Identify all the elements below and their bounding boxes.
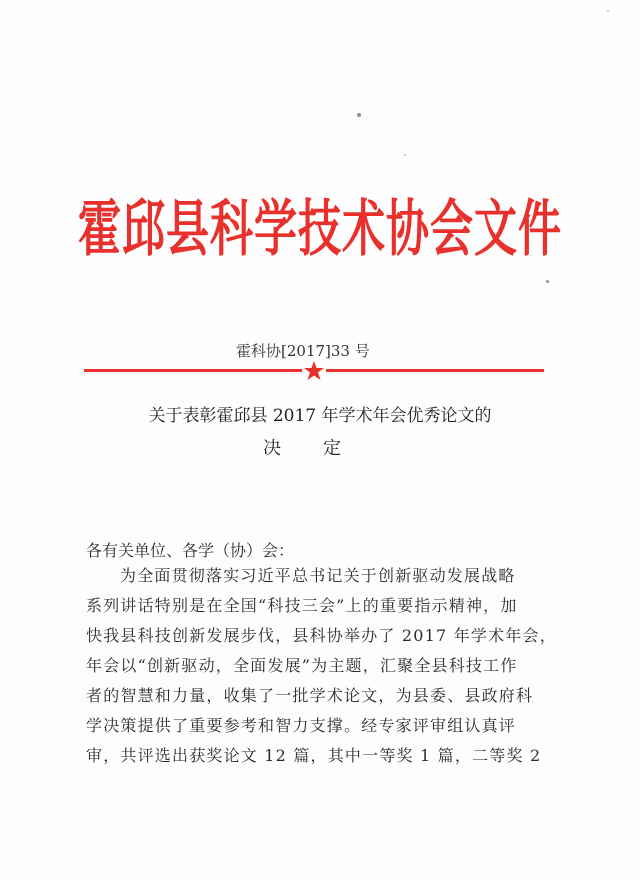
document-title-line-2: 决定 xyxy=(263,438,383,459)
salutation: 各有关单位、各学（协）会： xyxy=(86,541,295,560)
body-line: 快我县科技创新发展步伐，县科协举办了 2017 年学术年会， xyxy=(86,626,557,645)
document-masthead: 霍邱县科学技术协会文件 xyxy=(78,194,562,266)
red-rule-left xyxy=(84,369,302,372)
document-number: 霍科协[2017]33 号 xyxy=(236,342,370,360)
scan-speck xyxy=(404,154,406,156)
body-line: 审，共评选出获奖论文 12 篇，其中一等奖 1 篇，二等奖 2 xyxy=(86,746,542,765)
scan-speck xyxy=(546,280,549,283)
body-paragraph xyxy=(86,561,560,771)
red-star-icon xyxy=(304,361,324,380)
body-line: 系列讲话特别是在全国“科技三会”上的重要指示精神，加 xyxy=(86,596,518,615)
red-separator-line-with-star xyxy=(84,361,544,381)
body-line: 为全面贯彻落实习近平总书记关于创新驱动发展战略 xyxy=(120,566,516,585)
red-rule-right xyxy=(326,369,544,372)
scan-speck xyxy=(607,10,609,12)
document-title-line-1: 关于表彰霍邱县 2017 年学术年会优秀论文的 xyxy=(148,406,492,426)
body-line: 年会以“创新驱动，全面发展”为主题，汇聚全县科技工作 xyxy=(86,656,518,675)
body-line: 者的智慧和力量，收集了一批学术论文，为县委、县政府科 xyxy=(86,686,534,705)
body-line: 学决策提供了重要参考和智力支撑。经专家评审组认真评 xyxy=(86,716,517,735)
scan-speck xyxy=(357,113,361,117)
